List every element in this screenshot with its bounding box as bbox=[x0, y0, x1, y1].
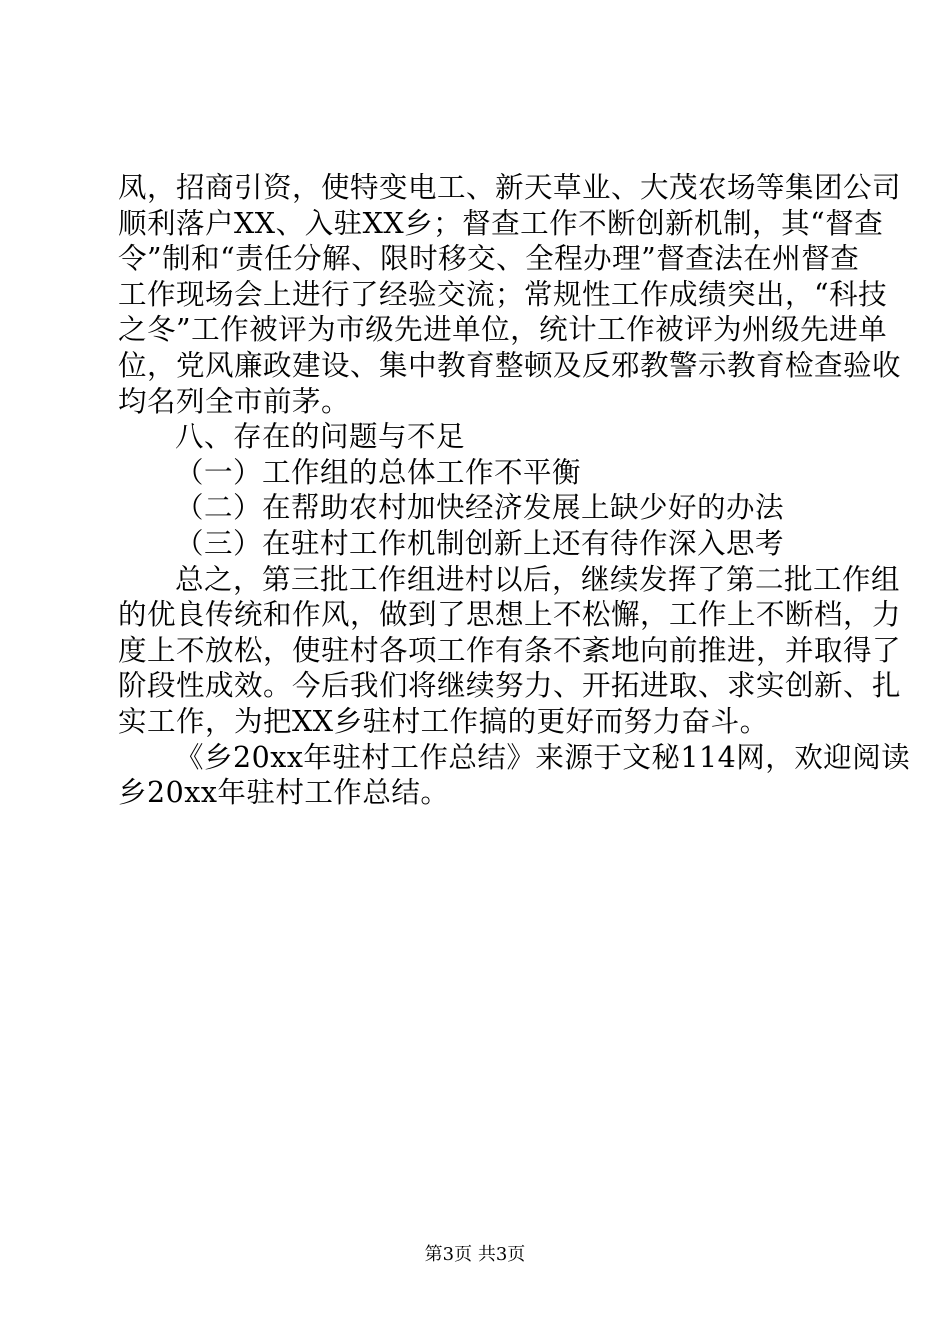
body-line: 均名列全市前茅。 bbox=[118, 384, 351, 418]
body-line: 位，党风廉政建设、集中教育整顿及反邪教警示教育检查验收 bbox=[118, 348, 902, 382]
body-line: 之冬”工作被评为市级先进单位，统计工作被评为州级先进单 bbox=[118, 313, 888, 347]
source-note-line: 乡20xx年驻村工作总结。 bbox=[118, 776, 450, 810]
body-line: 顺利落户XX、入驻XX乡；督查工作不断创新机制，其“督查 bbox=[118, 206, 884, 240]
source-note-line: 《乡20xx年驻村工作总结》来源于文秘114网，欢迎阅读 bbox=[175, 740, 911, 774]
list-item: （三）在驻村工作机制创新上还有待作深入思考 bbox=[175, 526, 785, 560]
body-line: 实工作，为把XX乡驻村工作搞的更好而努力奋斗。 bbox=[118, 704, 769, 738]
body-line: 阶段性成效。今后我们将继续努力、开拓进取、求实创新、扎 bbox=[118, 669, 902, 703]
section-heading: 八、存在的问题与不足 bbox=[175, 420, 466, 454]
body-line: 总之，第三批工作组进村以后，继续发挥了第二批工作组 bbox=[175, 562, 901, 596]
list-item: （一）工作组的总体工作不平衡 bbox=[175, 455, 582, 489]
page-footer: 第3页 共3页 bbox=[424, 1244, 526, 1265]
list-item: （二）在帮助农村加快经济发展上缺少好的办法 bbox=[175, 491, 785, 525]
body-line: 令”制和“责任分解、限时移交、全程办理”督查法在州督查 bbox=[118, 242, 860, 276]
document-body bbox=[118, 170, 911, 811]
body-line: 度上不放松，使驻村各项工作有条不紊地向前推进，并取得了 bbox=[118, 633, 902, 667]
body-line: 工作现场会上进行了经验交流；常规性工作成绩突出，“科技 bbox=[118, 277, 888, 311]
body-line: 凤，招商引资，使特变电工、新天草业、大茂农场等集团公司 bbox=[118, 171, 902, 204]
body-line: 的优良传统和作风，做到了思想上不松懈，工作上不断档，力 bbox=[118, 598, 902, 632]
